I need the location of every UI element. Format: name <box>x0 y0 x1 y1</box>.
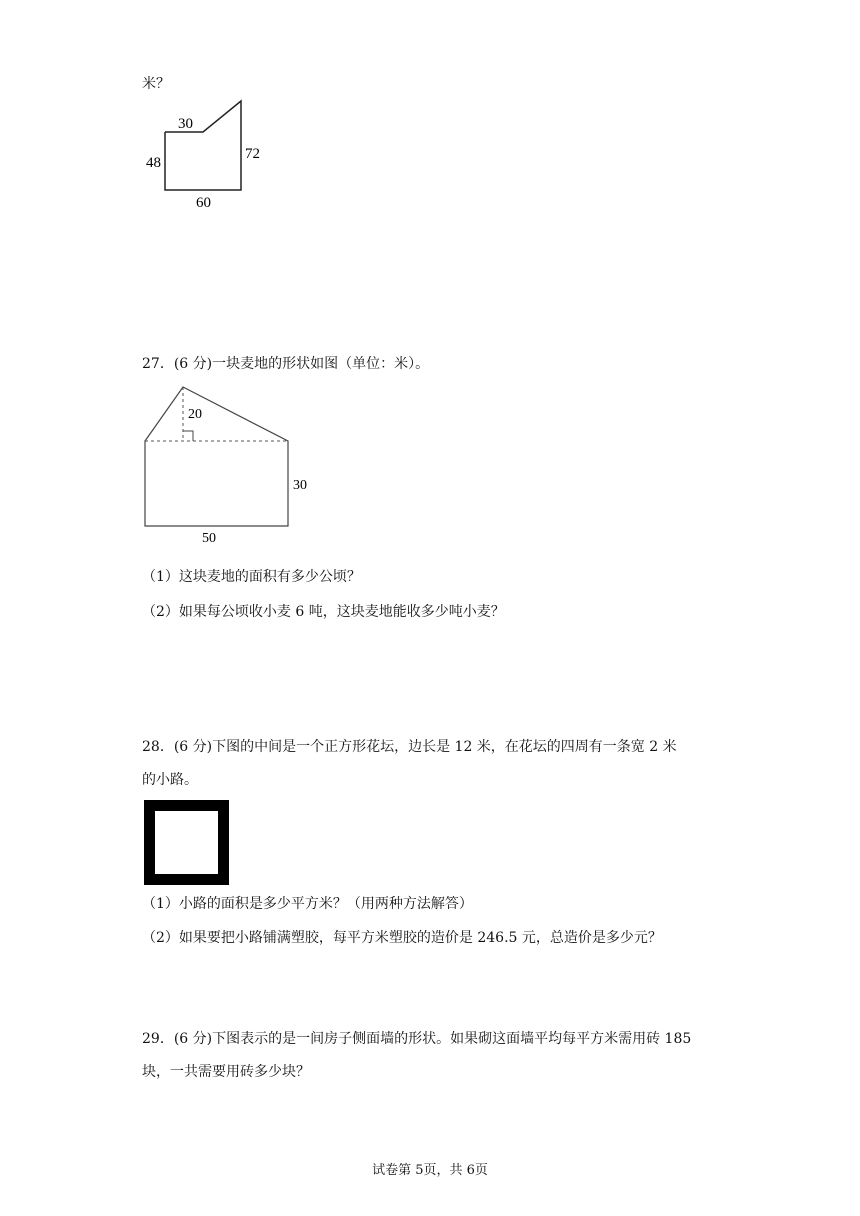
q27-stem: 27．(6 分)一块麦地的形状如图（单位：米）。 <box>142 356 430 372</box>
q26-figure <box>140 95 270 215</box>
q28-stem-line1: 28．(6 分)下图的中间是一个正方形花坛，边长是 12 米，在花坛的四周有一条宽 2 米 <box>142 739 677 755</box>
q27-label-height: 20 <box>188 407 202 422</box>
q27-sub1: （1）这块麦地的面积有多少公顷？ <box>142 569 361 585</box>
q27-sub2: （2）如果每公顷收小麦 6 吨，这块麦地能收多少吨小麦？ <box>142 604 505 620</box>
q28-stem-line2: 的小路。 <box>142 772 198 788</box>
q26-label-bottom: 60 <box>196 195 211 211</box>
q27-label-base: 50 <box>202 531 216 546</box>
q26-label-right: 72 <box>245 146 260 162</box>
q28-figure <box>144 800 229 885</box>
q29-stem-line1: 29．(6 分)下图表示的是一间房子侧面墙的形状。如果砌这面墙平均每平方米需用砖 185 <box>142 1031 692 1047</box>
q28-flowerbed-square <box>155 811 218 874</box>
q27-label-side: 30 <box>293 478 307 493</box>
q26-shape-outline <box>165 101 241 190</box>
q28-sub1: （1）小路的面积是多少平方米？（用两种方法解答） <box>142 896 473 912</box>
q29-stem-line2: 块，一共需要用砖多少块？ <box>142 1064 310 1080</box>
q27-right-angle-mark <box>183 431 193 441</box>
q26-tail-text: 米？ <box>142 76 170 92</box>
q27-shape-outline <box>145 387 288 526</box>
q26-label-top: 30 <box>178 116 193 132</box>
q27-figure <box>140 380 320 550</box>
page-footer: 试卷第 5页，共 6页 <box>372 1163 488 1178</box>
q28-sub2: （2）如果要把小路铺满塑胶，每平方米塑胶的造价是 246.5 元，总造价是多少元？ <box>142 930 662 946</box>
q26-label-left: 48 <box>146 155 161 171</box>
